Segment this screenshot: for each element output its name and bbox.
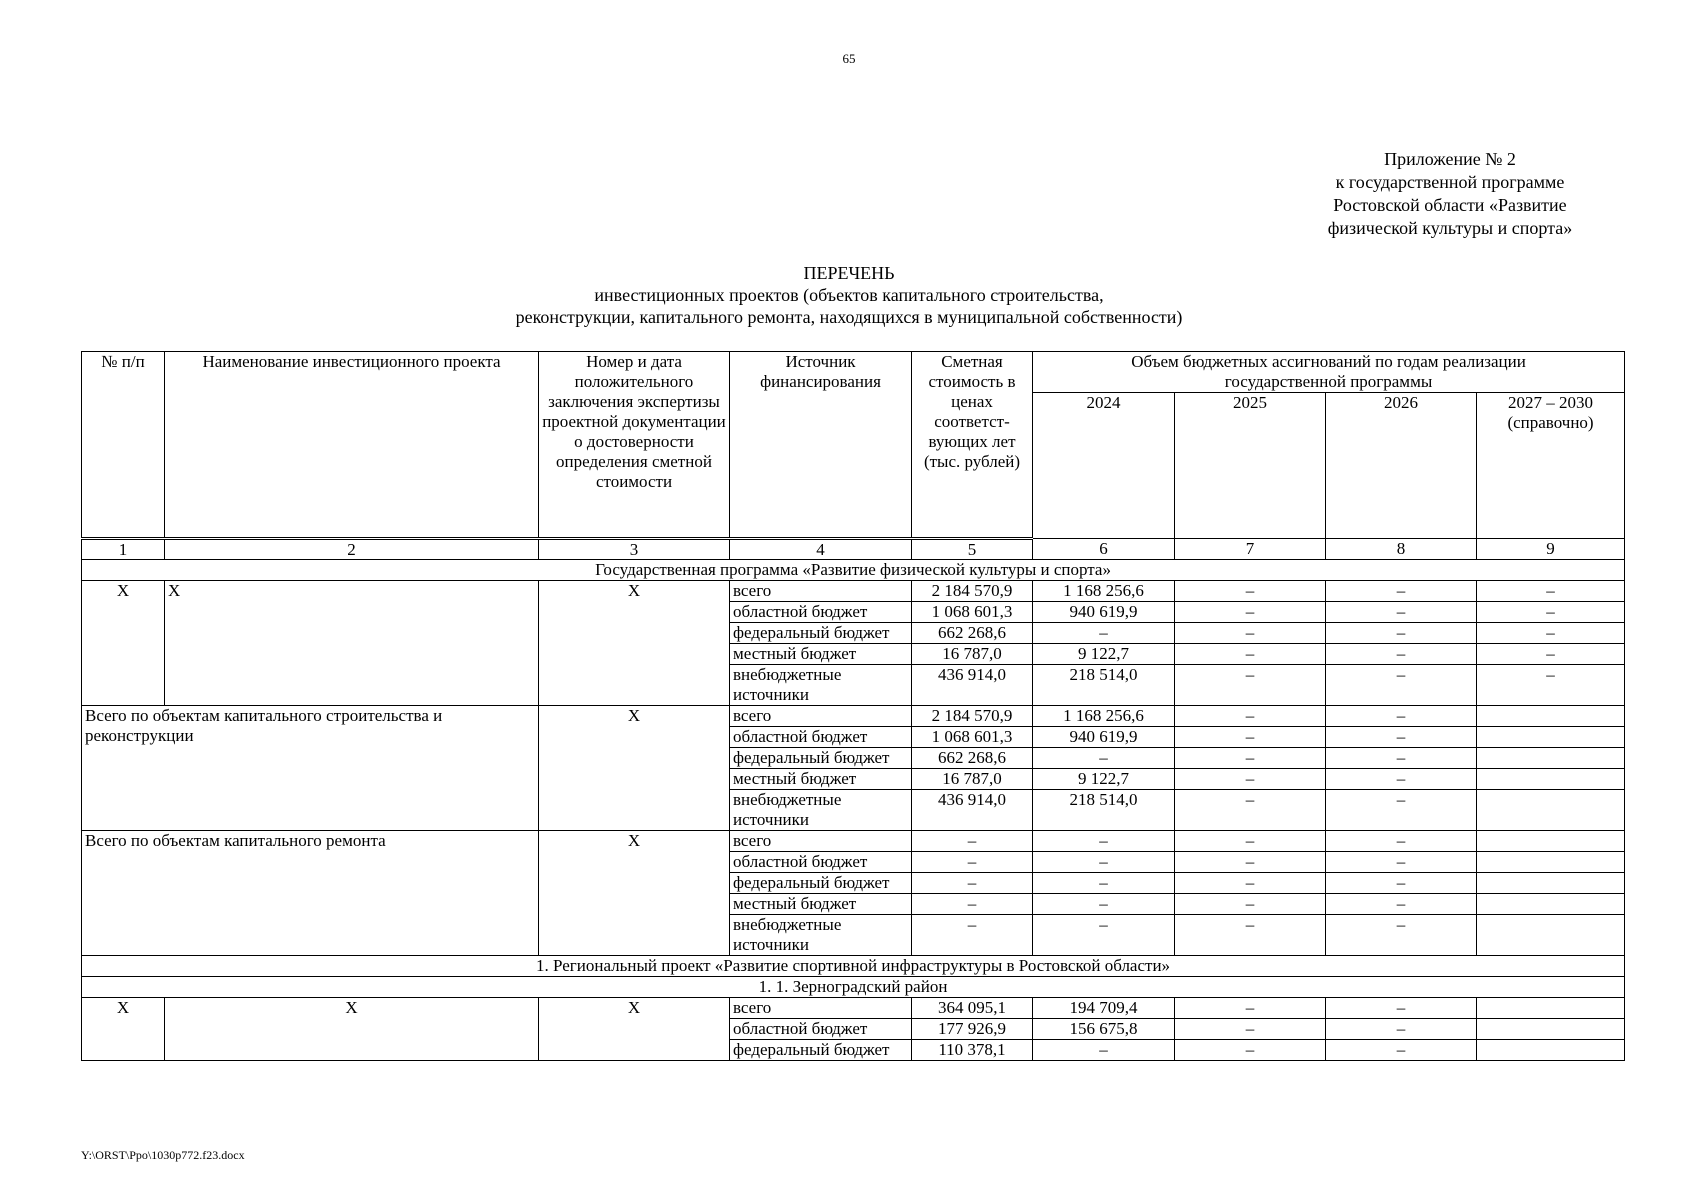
document-title bbox=[0, 262, 1698, 328]
value-2024: 9 122,7 bbox=[1033, 769, 1175, 790]
value-2025: – bbox=[1175, 665, 1326, 706]
expert-conclusion: X bbox=[539, 998, 730, 1061]
cost-value: – bbox=[912, 915, 1033, 956]
funding-source: всего bbox=[730, 581, 912, 602]
appendix-line-2: к государственной программе bbox=[1335, 172, 1565, 192]
header-year-2025: 2025 bbox=[1175, 393, 1326, 539]
col-number: 8 bbox=[1326, 539, 1477, 560]
funding-source: областной бюджет bbox=[730, 602, 912, 623]
cost-value: 16 787,0 bbox=[912, 644, 1033, 665]
cost-value: 364 095,1 bbox=[912, 998, 1033, 1019]
value-2026: – bbox=[1326, 831, 1477, 852]
value-2027-2030 bbox=[1477, 727, 1625, 748]
title-line-3: реконструкции, капитального ремонта, находящихся в муниципальной собственности) bbox=[515, 307, 1183, 327]
table-row bbox=[82, 581, 1625, 602]
value-2026: – bbox=[1326, 581, 1477, 602]
header-year-2024: 2024 bbox=[1033, 393, 1175, 539]
value-2024: – bbox=[1033, 894, 1175, 915]
cost-value: 110 378,1 bbox=[912, 1040, 1033, 1061]
appendix-line-1: Приложение № 2 bbox=[1384, 149, 1516, 169]
value-2026: – bbox=[1326, 706, 1477, 727]
cost-value: 177 926,9 bbox=[912, 1019, 1033, 1040]
value-2027-2030 bbox=[1477, 748, 1625, 769]
row-num: X bbox=[82, 998, 165, 1061]
value-2025: – bbox=[1175, 623, 1326, 644]
value-2025: – bbox=[1175, 790, 1326, 831]
value-2025: – bbox=[1175, 727, 1326, 748]
cost-value: 662 268,6 bbox=[912, 623, 1033, 644]
value-2026: – bbox=[1326, 623, 1477, 644]
value-2024: 156 675,8 bbox=[1033, 1019, 1175, 1040]
funding-source: областной бюджет bbox=[730, 1019, 912, 1040]
value-2024: 1 168 256,6 bbox=[1033, 706, 1175, 727]
appendix-line-4: физической культуры и спорта» bbox=[1327, 218, 1573, 238]
project-name: X bbox=[165, 581, 539, 706]
value-2025: – bbox=[1175, 748, 1326, 769]
value-2027-2030: – bbox=[1477, 644, 1625, 665]
value-2027-2030: – bbox=[1477, 602, 1625, 623]
value-2026: – bbox=[1326, 915, 1477, 956]
value-2025: – bbox=[1175, 769, 1326, 790]
funding-source: областной бюджет bbox=[730, 727, 912, 748]
header-expert: Номер и дата положительного заключения экспертизы проектной документации о достоверности определения сметной стоимости bbox=[539, 352, 730, 539]
value-2026: – bbox=[1326, 602, 1477, 623]
value-2027-2030 bbox=[1477, 873, 1625, 894]
investment-projects-table bbox=[81, 351, 1625, 1061]
cost-value: 2 184 570,9 bbox=[912, 581, 1033, 602]
value-2027-2030 bbox=[1477, 852, 1625, 873]
funding-source: всего bbox=[730, 706, 912, 727]
appendix-line-3: Ростовской области «Развитие bbox=[1333, 195, 1567, 215]
value-2024: – bbox=[1033, 1040, 1175, 1061]
table-row bbox=[82, 831, 1625, 852]
col-number: 7 bbox=[1175, 539, 1326, 560]
value-2024: 940 619,9 bbox=[1033, 727, 1175, 748]
header-cost: Сметная стоимость в ценах соответст-вующих лет (тыс. рублей) bbox=[912, 352, 1033, 539]
row-num: X bbox=[82, 581, 165, 706]
header-row-top bbox=[82, 352, 1625, 393]
value-2025: – bbox=[1175, 873, 1326, 894]
value-2026: – bbox=[1326, 769, 1477, 790]
cost-value: 16 787,0 bbox=[912, 769, 1033, 790]
cost-value: 436 914,0 bbox=[912, 665, 1033, 706]
footer-file-path: Y:\ORST\Ppo\1030p772.f23.docx bbox=[81, 1148, 245, 1162]
value-2025: – bbox=[1175, 706, 1326, 727]
funding-source: внебюджетные источники bbox=[730, 790, 912, 831]
value-2024: – bbox=[1033, 831, 1175, 852]
value-2025: – bbox=[1175, 581, 1326, 602]
appendix-header bbox=[1250, 148, 1650, 240]
value-2026: – bbox=[1326, 727, 1477, 748]
table-row bbox=[82, 998, 1625, 1019]
value-2027-2030 bbox=[1477, 1019, 1625, 1040]
table-row bbox=[82, 706, 1625, 727]
cost-value: – bbox=[912, 831, 1033, 852]
value-2024: 194 709,4 bbox=[1033, 998, 1175, 1019]
value-2025: – bbox=[1175, 602, 1326, 623]
funding-source: местный бюджет bbox=[730, 894, 912, 915]
value-2027-2030 bbox=[1477, 706, 1625, 727]
cost-value: – bbox=[912, 852, 1033, 873]
funding-source: федеральный бюджет bbox=[730, 1040, 912, 1061]
cost-value: 662 268,6 bbox=[912, 748, 1033, 769]
header-name: Наименование инвестиционного проекта bbox=[165, 352, 539, 539]
value-2027-2030 bbox=[1477, 915, 1625, 956]
cost-value: 2 184 570,9 bbox=[912, 706, 1033, 727]
col-number: 5 bbox=[912, 539, 1033, 560]
funding-source: всего bbox=[730, 998, 912, 1019]
cost-value: 1 068 601,3 bbox=[912, 602, 1033, 623]
value-2025: – bbox=[1175, 831, 1326, 852]
funding-source: внебюджетные источники bbox=[730, 915, 912, 956]
total-capital-construction-label: Всего по объектам капитального строительства и реконструкции bbox=[82, 706, 539, 831]
col-number: 6 bbox=[1033, 539, 1175, 560]
value-2024: – bbox=[1033, 748, 1175, 769]
value-2025: – bbox=[1175, 1019, 1326, 1040]
funding-source: внебюджетные источники bbox=[730, 665, 912, 706]
value-2024: – bbox=[1033, 852, 1175, 873]
value-2026: – bbox=[1326, 873, 1477, 894]
value-2027-2030: – bbox=[1477, 581, 1625, 602]
section-district-title: 1. 1. Зерноградский район bbox=[82, 977, 1625, 998]
section-row-program bbox=[82, 560, 1625, 581]
funding-source: местный бюджет bbox=[730, 644, 912, 665]
section-row-regional bbox=[82, 956, 1625, 977]
cost-value: 1 068 601,3 bbox=[912, 727, 1033, 748]
col-number: 1 bbox=[82, 539, 165, 560]
value-2027-2030 bbox=[1477, 769, 1625, 790]
header-year-2026: 2026 bbox=[1326, 393, 1477, 539]
header-volume: Объем бюджетных ассигнований по годам реализации государственной программы bbox=[1033, 352, 1625, 393]
value-2026: – bbox=[1326, 998, 1477, 1019]
value-2027-2030: – bbox=[1477, 665, 1625, 706]
project-name: X bbox=[165, 998, 539, 1061]
value-2026: – bbox=[1326, 748, 1477, 769]
header-source: Источник финансирования bbox=[730, 352, 912, 539]
funding-source: федеральный бюджет bbox=[730, 623, 912, 644]
cost-value: – bbox=[912, 894, 1033, 915]
funding-source: федеральный бюджет bbox=[730, 748, 912, 769]
value-2025: – bbox=[1175, 852, 1326, 873]
value-2024: 1 168 256,6 bbox=[1033, 581, 1175, 602]
expert-conclusion: X bbox=[539, 831, 730, 956]
col-number: 2 bbox=[165, 539, 539, 560]
expert-conclusion: X bbox=[539, 581, 730, 706]
value-2024: – bbox=[1033, 915, 1175, 956]
header-num: № п/п bbox=[82, 352, 165, 539]
col-number: 4 bbox=[730, 539, 912, 560]
value-2025: – bbox=[1175, 1040, 1326, 1061]
value-2025: – bbox=[1175, 644, 1326, 665]
page-number: 65 bbox=[842, 51, 856, 66]
col-number: 3 bbox=[539, 539, 730, 560]
value-2027-2030 bbox=[1477, 790, 1625, 831]
cost-value: 436 914,0 bbox=[912, 790, 1033, 831]
value-2024: – bbox=[1033, 623, 1175, 644]
value-2024: 9 122,7 bbox=[1033, 644, 1175, 665]
header-year-2027-2030: 2027 – 2030 (справочно) bbox=[1477, 393, 1625, 539]
value-2026: – bbox=[1326, 1040, 1477, 1061]
col-number: 9 bbox=[1477, 539, 1625, 560]
value-2027-2030 bbox=[1477, 1040, 1625, 1061]
value-2024: 218 514,0 bbox=[1033, 790, 1175, 831]
value-2026: – bbox=[1326, 894, 1477, 915]
section-program-title: Государственная программа «Развитие физической культуры и спорта» bbox=[82, 560, 1625, 581]
column-number-row bbox=[82, 539, 1625, 560]
section-row-district bbox=[82, 977, 1625, 998]
value-2024: 218 514,0 bbox=[1033, 665, 1175, 706]
funding-source: всего bbox=[730, 831, 912, 852]
expert-conclusion: X bbox=[539, 706, 730, 831]
value-2026: – bbox=[1326, 665, 1477, 706]
value-2024: – bbox=[1033, 873, 1175, 894]
funding-source: областной бюджет bbox=[730, 852, 912, 873]
title-line-1: ПЕРЕЧЕНЬ bbox=[803, 263, 895, 283]
value-2027-2030 bbox=[1477, 894, 1625, 915]
value-2026: – bbox=[1326, 852, 1477, 873]
cost-value: – bbox=[912, 873, 1033, 894]
funding-source: местный бюджет bbox=[730, 769, 912, 790]
title-line-2: инвестиционных проектов (объектов капитального строительства, bbox=[594, 285, 1104, 305]
total-capital-repair-label: Всего по объектам капитального ремонта bbox=[82, 831, 539, 956]
value-2027-2030 bbox=[1477, 998, 1625, 1019]
value-2024: 940 619,9 bbox=[1033, 602, 1175, 623]
value-2025: – bbox=[1175, 915, 1326, 956]
value-2025: – bbox=[1175, 998, 1326, 1019]
value-2026: – bbox=[1326, 1019, 1477, 1040]
funding-source: федеральный бюджет bbox=[730, 873, 912, 894]
value-2025: – bbox=[1175, 894, 1326, 915]
value-2026: – bbox=[1326, 790, 1477, 831]
section-regional-title: 1. Региональный проект «Развитие спортивной инфраструктуры в Ростовской области» bbox=[82, 956, 1625, 977]
value-2027-2030: – bbox=[1477, 623, 1625, 644]
value-2026: – bbox=[1326, 644, 1477, 665]
value-2027-2030 bbox=[1477, 831, 1625, 852]
